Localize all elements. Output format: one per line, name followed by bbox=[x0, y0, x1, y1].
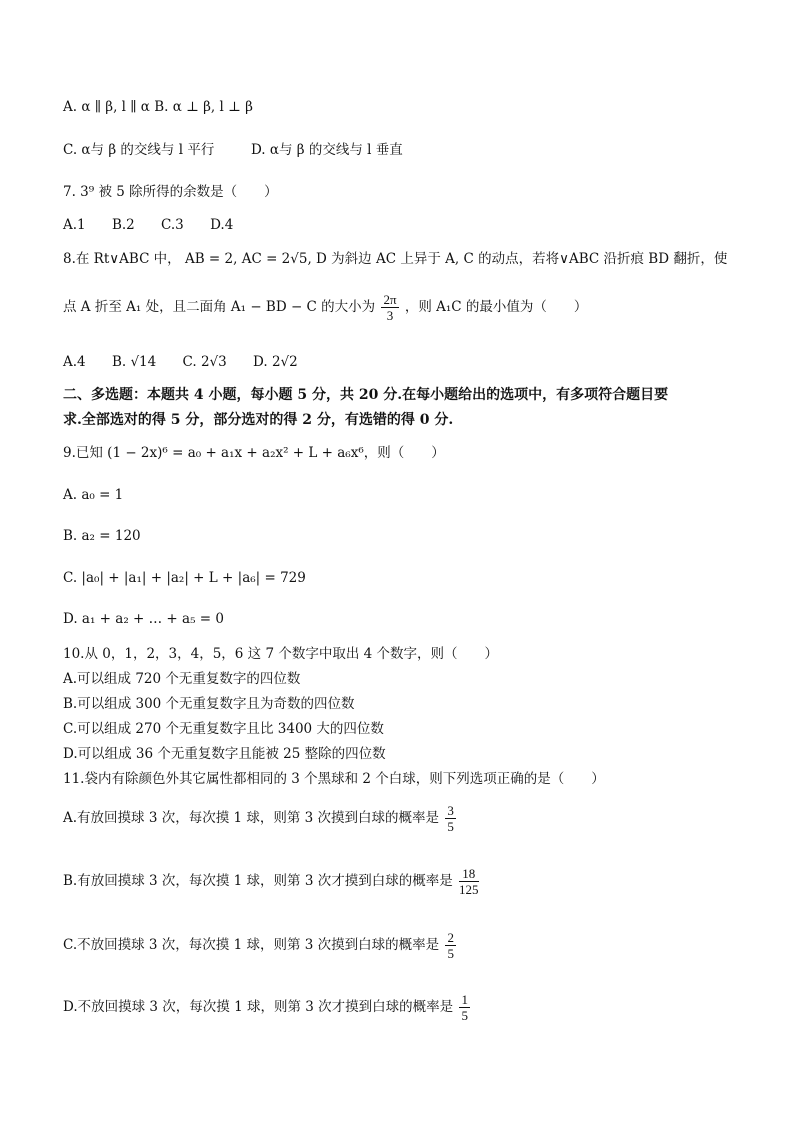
q6-option-d: D. α与 β 的交线与 l 垂直 bbox=[250, 142, 403, 158]
q11-option-c-text: C.不放回摸球 3 次，每次摸 1 球，则第 3 次摸到白球的概率是 bbox=[63, 937, 440, 953]
q10-option-a: A.可以组成 720 个无重复数字的四位数 bbox=[63, 671, 301, 687]
q8-frac-den: 3 bbox=[386, 308, 394, 323]
q8-option-b: B. √14 bbox=[111, 354, 157, 370]
section2-heading-line2: 求.全部选对的得 5 分，部分选对的得 2 分，有选错的得 0 分. bbox=[63, 412, 454, 428]
q8-stem-line1: 8.在 Rt∨ABC 中， AB = 2, AC = 2√5, D 为斜边 AC 上异于 A, C 的动点，若将∨ABC 沿折痕 BD 翻折，使 bbox=[63, 251, 728, 267]
q7-option-d: D.4 bbox=[210, 217, 234, 233]
q11-option-b-text: B.有放回摸球 3 次，每次摸 1 球，则第 3 次才摸到白球的概率是 bbox=[63, 873, 453, 889]
q7-option-a: A.1 bbox=[63, 217, 86, 233]
q10-option-c: C.可以组成 270 个无重复数字且比 3400 大的四位数 bbox=[63, 721, 384, 737]
q8-stem-line2-b: ，则 A₁C 的最小值为（ ） bbox=[404, 299, 588, 315]
q11-c-num: 2 bbox=[447, 930, 454, 945]
q11-option-d-text: D.不放回摸球 3 次，每次摸 1 球，则第 3 次才摸到白球的概率是 bbox=[63, 999, 454, 1015]
q11-stem: 11.袋内有除颜色外其它属性都相同的 3 个黑球和 2 个白球，则下列选项正确的是（ ） bbox=[63, 771, 605, 787]
q11-option-a-fraction bbox=[445, 803, 456, 834]
q6-option-c: C. α与 β 的交线与 l 平行 bbox=[63, 142, 215, 158]
q11-b-num: 18 bbox=[459, 866, 479, 882]
q6-options-cd bbox=[63, 141, 403, 159]
q10-stem: 10.从 0，1，2，3，4，5，6 这 7 个数字中取出 4 个数字，则（ ） bbox=[63, 646, 499, 662]
q10-option-d: D.可以组成 36 个无重复数字且能被 25 整除的四位数 bbox=[63, 746, 386, 762]
q11-c-den: 5 bbox=[447, 946, 454, 961]
section2-heading-line1: 二、多选题：本题共 4 小题，每小题 5 分，共 20 分.在每小题给出的选项中，有多项符合题目要 bbox=[63, 387, 669, 403]
q11-option-a bbox=[63, 803, 458, 834]
q8-option-a: A.4 bbox=[63, 354, 86, 370]
q7-option-b: B.2 bbox=[111, 217, 135, 233]
q11-d-den: 5 bbox=[461, 1008, 468, 1023]
q11-option-b bbox=[63, 866, 481, 897]
q11-b-den: 125 bbox=[459, 882, 479, 897]
q8-options bbox=[63, 353, 320, 371]
q8-option-c: C. 2√3 bbox=[182, 354, 227, 370]
q11-a-den: 5 bbox=[447, 819, 454, 834]
q11-a-num: 3 bbox=[447, 803, 454, 818]
q11-option-c-fraction bbox=[445, 930, 456, 961]
q8-stem-line2 bbox=[63, 292, 587, 323]
q7-options bbox=[63, 216, 255, 234]
q9-option-b: B. a₂ = 120 bbox=[63, 528, 141, 544]
q8-option-d: D. 2√2 bbox=[253, 354, 298, 370]
q11-option-a-text: A.有放回摸球 3 次，每次摸 1 球，则第 3 次摸到白球的概率是 bbox=[63, 810, 440, 826]
q6-options-ab: A. α ∥ β, l ∥ α B. α ⊥ β, l ⊥ β bbox=[63, 99, 253, 115]
q8-frac-num: 2π bbox=[383, 292, 397, 307]
q11-option-b-fraction bbox=[459, 866, 479, 897]
q9-option-c: C. |a₀| + |a₁| + |a₂| + L + |a₆| = 729 bbox=[63, 570, 306, 586]
q8-stem-line2-a: 点 A 折至 A₁ 处，且二面角 A₁ − BD − C 的大小为 bbox=[63, 299, 376, 315]
q11-option-d-fraction bbox=[459, 992, 470, 1023]
q11-option-c bbox=[63, 930, 458, 961]
q9-option-a: A. a₀ = 1 bbox=[63, 487, 124, 503]
q11-d-num: 1 bbox=[461, 992, 468, 1007]
q7-option-c: C.3 bbox=[161, 217, 184, 233]
q11-option-d bbox=[63, 992, 472, 1023]
q9-stem: 9.已知 (1 − 2x)⁶ = a₀ + a₁x + a₂x² + L + a₆x⁶，则（ ） bbox=[63, 445, 445, 461]
q8-fraction bbox=[381, 292, 398, 323]
q10-option-b: B.可以组成 300 个无重复数字且为奇数的四位数 bbox=[63, 696, 355, 712]
q9-option-d: D. a₁ + a₂ + … + a₅ = 0 bbox=[63, 611, 224, 627]
q7-stem: 7. 3⁹ 被 5 除所得的余数是（ ） bbox=[63, 184, 278, 200]
